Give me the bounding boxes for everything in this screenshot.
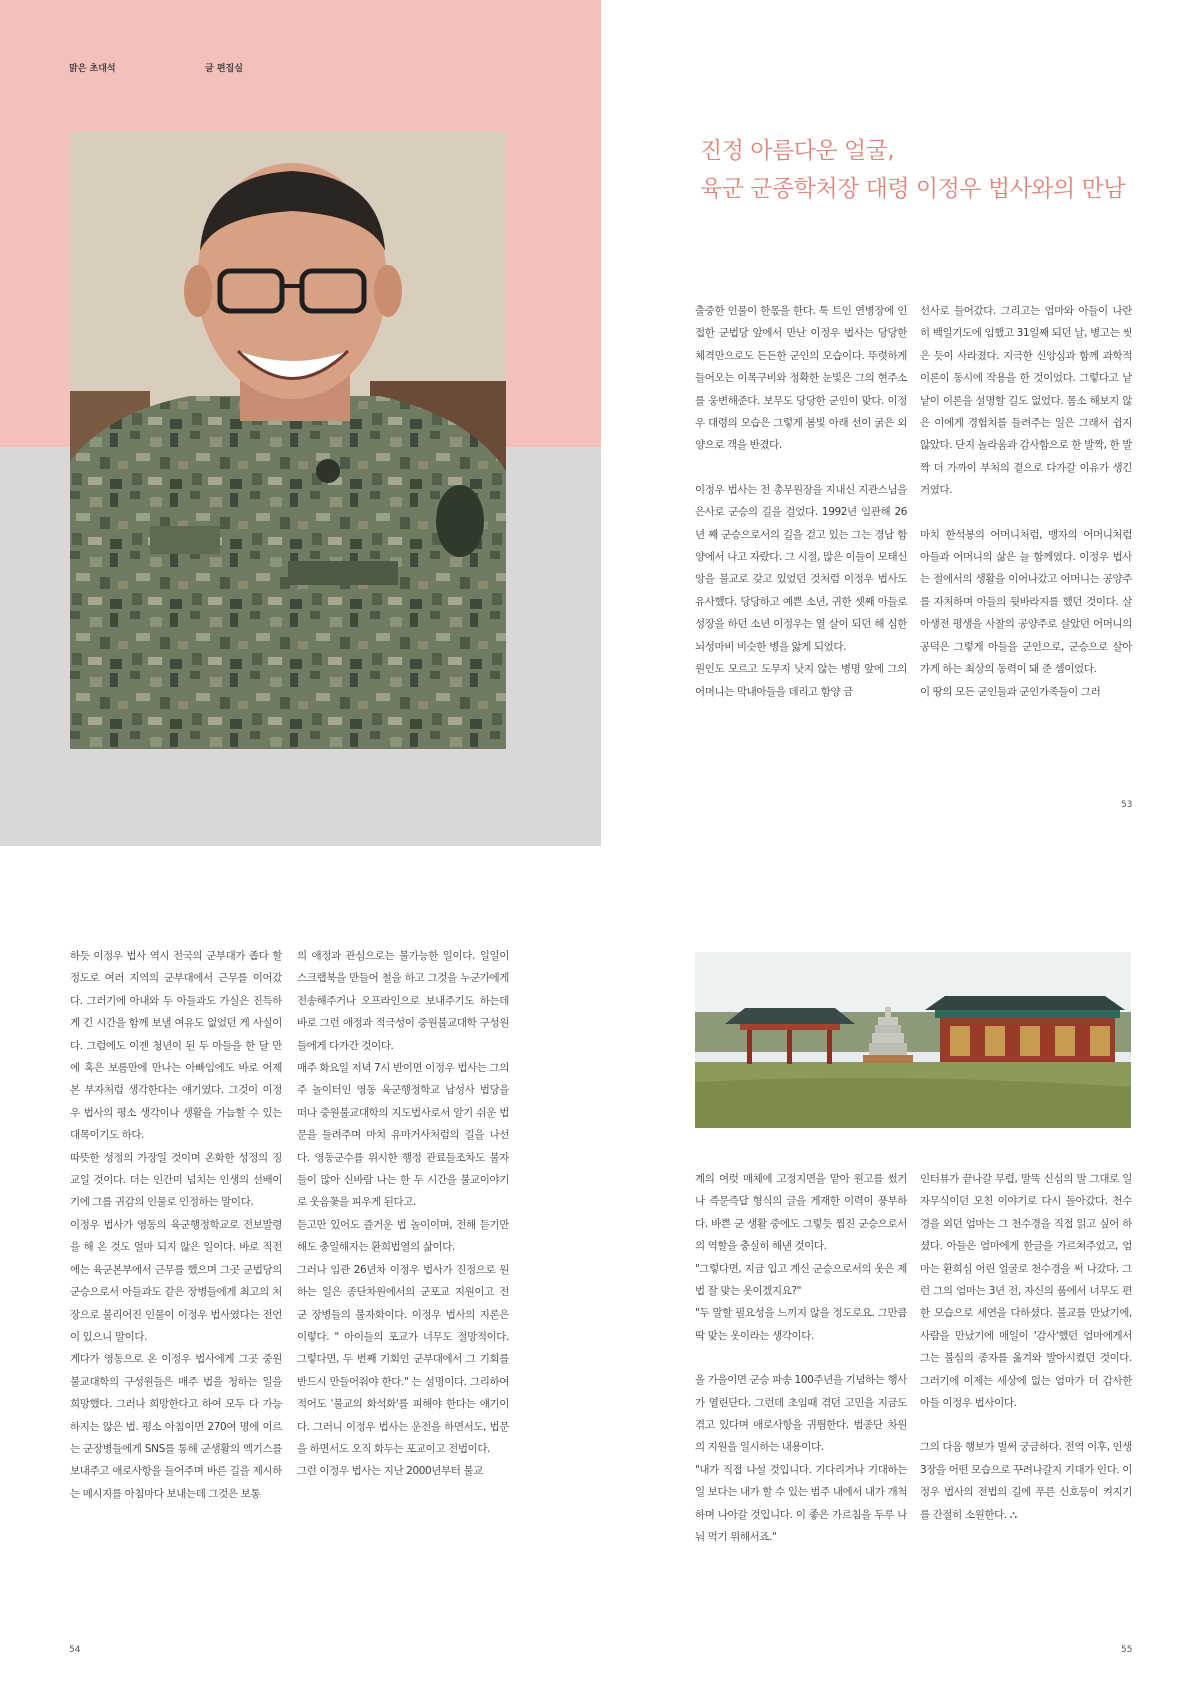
portrait-photo bbox=[70, 131, 506, 749]
quote: "내가 직접 나설 것입니다. 기다리거나 기대하는 일 보다는 내가 할 수 있는 범주 내에서 내가 개척하며 나아갈 것입니다. 이 좋은 가르침을 두루 나눠 먹기 위해서죠." bbox=[695, 1463, 907, 1544]
p53-column-1 bbox=[695, 300, 907, 750]
p54-column-2 bbox=[297, 945, 509, 1605]
page-number: 54 bbox=[69, 1645, 81, 1655]
paragraph: 올 가을이면 군승 파송 100주년을 기념하는 행사가 열린단다. 그런데 초임때 겪던 고민을 지금도 겪고 있다며 애로사항을 귀띔한다. 범종단 차원의 지원을 일시하는 내용이다. bbox=[695, 1374, 907, 1454]
p53-column-2 bbox=[920, 300, 1132, 750]
paragraph: 그런 이정우 법사는 지난 2000년부터 불교 bbox=[297, 1465, 483, 1478]
paragraph: 선사로 들어갔다. 그리고는 엄마와 아들이 나란히 백일기도에 임했고 31일째 되던 날, 병고는 씻은 듯이 사라졌다. 지극한 신앙심과 함께 과학적 이론이 동시에 작용을 한 것이었다. 그렇다고 낱낱이 이론을 설명할 길도 없었다. 몸소 해보지 않은 이에게 경험치를 들려주는 일은 그래서 쉽지 않았다. 단지 놀라움과 감사함으로 한 발짝, 한 발짝 더 가까이 부처의 곁으로 다가갈 이유가 생긴 거였다. bbox=[920, 305, 1132, 497]
section-label: 맑은 초대석 bbox=[69, 64, 116, 74]
paragraph: 출중한 인물이 한몫을 한다. 툭 트인 연병장에 인접한 군법당 앞에서 만난 이정우 법사는 당당한 체격만으로도 든든한 군인의 모습이다. 뚜렷하게 들어오는 이목구비와 정확한 눈빛은 그의 현주소를 웅변해준다. 보무도 당당한 군인이 맞다. 이정우 대령의 모습은 그렇게 봄빛 아래 선이 굵은 외양으로 객을 반겼다. bbox=[695, 305, 907, 452]
paragraph: 인터뷰가 끝나갈 무렵, 말뚝 신심의 말 그대로 일자무식이던 모친 이야기로 다시 돌아갔다. 천수경을 외던 엄마는 그 천수경을 직접 읽고 싶어 하셨다. 아들은 엄마에게 한글을 가르쳐주었고, 엄마는 환희심 어린 얼굴로 천수경을 써 나갔다. 그런 그의 엄마는 3년 전, 자신의 품에서 너무도 편한 모습으로 세연을 다하셨다. 불교를 만났기에, 사람을 만났기에 매일이 '감사'했던 엄마에게서 그는 불심의 종자를 옮겨와 발아시켰던 것이다. 그러기에 이제는 세상에 없는 엄마가 더 감사한 아들 이정우 법사이다. bbox=[920, 1173, 1132, 1410]
paragraph: 원인도 모르고 도무지 낫지 않는 병명 앞에 그의 어머니는 막내아들을 데리고 함양 금 bbox=[695, 663, 907, 698]
quote: "두 말할 필요성을 느끼지 않을 정도로요. 그만큼 딱 맞는 옷이라는 생각이다. bbox=[695, 1307, 907, 1342]
p55-column-2 bbox=[920, 1168, 1132, 1608]
paragraph: 이 땅의 모든 군인들과 군인가족들이 그러 bbox=[920, 685, 1101, 698]
quote: "그렇다면, 지금 입고 계신 군승으로서의 옷은 제법 잘 맞는 옷이겠지요?" bbox=[695, 1262, 907, 1298]
paragraph: 매주 화요일 저녁 7시 반이면 이정우 법사는 그의 주 놀이터인 영동 육군행정학교 남성사 법당을 떠나 중원불교대학의 지도법사로서 알기 쉬운 법문을 들려주며 마치 유마거사처럼의 길을 나선다. 영동군수를 위시한 행정 관료들조차도 불자들이 많아 신바람 나는 한 두 시간을 불교이야기로 웃음꽃을 피우게 된다고. bbox=[297, 1062, 509, 1209]
credit-label: 글 편집실 bbox=[205, 64, 243, 74]
paragraph: 그의 다음 행보가 벌써 궁금하다. 전역 이후, 인생 3장을 어떤 모습으로 꾸려나갈지 기대가 인다. 이정우 법사의 전법의 길에 푸른 신호등이 켜지기를 간절히 소원한다. ⛬ bbox=[920, 1441, 1132, 1521]
paragraph: 계의 여럿 매체에 고정지면을 맡아 원고를 썼거나 즉문즉답 형식의 글을 게재한 이력이 풍부하다. 바쁜 군 생활 중에도 그렇듯 찜진 군승으로서의 역할을 충실히 해낸 것이다. bbox=[695, 1173, 907, 1253]
paragraph: 그러나 임관 26년차 이정우 법사가 진정으로 원하는 일은 종단차원에서의 군포교 지원이고 전 군 장병들의 불자화이다. 이정우 법사의 지론은 이렇다. " 아이들의 포교가 너무도 절망적이다. 그렇다면, 두 번째 기회인 군부대에서 그 기회를 반드시 만들어줘야 한다." 는 설명이다. 그리하여 적어도 '불교의 화석화'를 피해야 한다는 얘기이다. 그러니 이정우 법사는 운전을 하면서도, 법문을 하면서도 오직 화두는 포교이고 전법이다. bbox=[297, 1263, 509, 1455]
paragraph: 이정우 법사가 영동의 육군행정학교로 전보발령을 해 온 것도 얼마 되지 않은 일이다. 바로 직전에는 육군본부에서 근무를 했으며 그곳 군법당의 군승으로서 아들과도 같은 장병들에게 최고의 처장으로 불리어진 인물이 이정우 법사였다는 전언이 있으니 말이다. bbox=[70, 1218, 282, 1343]
article-headline bbox=[700, 132, 1125, 208]
paragraph: 하듯 이정우 법사 역시 전국의 군부대가 좁다 할 정도로 여러 지역의 군부대에서 근무를 이어갔다. 그러기에 아내와 두 아들과도 가실은 진득하게 긴 시간을 함께 보낼 여유도 없었던 게 사실이다. 그럼에도 이젠 청년이 된 두 아들을 한 달 만에 혹은 보름만에 만나는 아빠임에도 바로 어제 본 부자처럼 생각한다는 얘기였다. 그것이 이정우 법사의 평소 생각이나 생활을 가늠할 수 있는 대목이기도 하다. bbox=[70, 950, 282, 1142]
paragraph: 의 애정과 관심으로는 불가능한 일이다. 일일이 스크랩북을 만들어 철을 하고 그것을 누군가에게 전송해주거나 오프라인으로 보내주기도 하는데 바로 그런 애정과 적극성이 중원불교대학 구성원들에게 다가간 것이다. bbox=[297, 950, 509, 1052]
paragraph: 마치 한석봉의 어머니처럼, 맹자의 어머니처럼 아들과 어머니의 삶은 늘 함께였다. 이정우 법사는 절에서의 생활을 이어나갔고 어머니는 공양주를 자처하며 아들의 뒷바라지를 했던 것이다. 살아생전 평생을 사찰의 공양주로 살았던 어머니의 공덕은 그렇게 아들을 군인으로, 군승으로 살아가게 하는 최상의 동력이 돼 준 셈이었다. bbox=[920, 528, 1132, 676]
headline-line-2: 육군 군종학처장 대령 이정우 법사와의 만남 bbox=[700, 176, 1125, 202]
page-number: 53 bbox=[1121, 800, 1133, 810]
paragraph: 게다가 영동으로 온 이정우 법사에게 그곳 중원불교대학의 구성원들은 매주 법을 청하는 일을 희망했다. 그러나 희망한다고 하여 모두 다 가능하지는 않은 법. 평소 아침이면 270여 명에 이르는 군장병들에게 SNS를 통해 군생활의 엑기스를 보내주고 애로사항을 들어주며 바른 길을 제시하는 메시지를 아침마다 보내는데 그것은 보통 bbox=[70, 1353, 282, 1500]
p54-column-1 bbox=[70, 945, 282, 1605]
temple-photo bbox=[695, 952, 1131, 1128]
headline-line-1: 진정 아름다운 얼굴, bbox=[700, 138, 895, 164]
paragraph: 이정우 법사는 전 총무원장을 지내신 지관스님을 은사로 군승의 길을 걸었다. 1992년 임관해 26년 째 군승으로서의 길을 걷고 있는 그는 경남 함양에서 나고 자랐다. 그 시절, 많은 이들이 모태신앙을 불교로 갖고 있었던 것처럼 이정우 법사도 유사했다. 당당하고 예쁜 소년, 귀한 셋째 아들로 성장을 하던 소년 이정우는 열 살이 되던 해 심한 뇌성마비 비슷한 병을 앓게 되었다. bbox=[695, 483, 907, 653]
paragraph: 따뜻한 성정의 가장일 것이며 온화한 성정의 징교일 것이다. 더는 인간미 넘치는 인생의 선배이기에 그를 귀감의 인물로 인정하는 말이다. bbox=[70, 1151, 282, 1209]
p55-column-1 bbox=[695, 1168, 907, 1608]
paragraph: 듣고만 있어도 즐거운 법 놀이이며, 전해 듣기만 해도 충일해지는 환희법열의 삶이다. bbox=[297, 1218, 509, 1254]
page-number: 55 bbox=[1121, 1645, 1133, 1655]
